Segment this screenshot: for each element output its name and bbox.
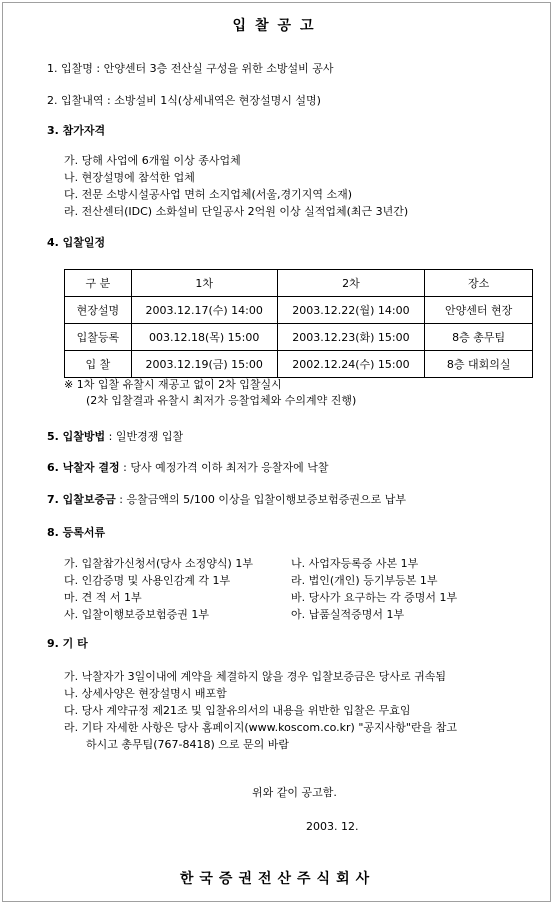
section-6-label: 낙찰자 결정 [62, 461, 120, 474]
notice-title: 입찰공고 [232, 18, 323, 34]
section-1 [47, 62, 333, 76]
section-1-text: : 안양센터 3층 전산실 구성을 위한 소방설비 공사 [92, 62, 334, 75]
document-item: 가. 입찰참가신청서(당사 소정양식) 1부 [64, 557, 253, 570]
section-7-text: : 응찰금액의 5/100 이상을 입찰이행보증보험증권으로 납부 [115, 493, 406, 506]
document-item: 사. 입찰이행보증보험증권 1부 [64, 608, 209, 621]
table-cell: 8층 총무팀 [425, 324, 533, 351]
section-3-heading: 3. 참가자격 [47, 124, 106, 137]
section-3-item: 나. 현장설명에 참석한 업체 [64, 171, 195, 184]
section-5-text: : 일반경쟁 입찰 [105, 430, 184, 443]
table-cell: 8층 대회의실 [425, 351, 533, 378]
section-1-number: 1. [47, 62, 61, 75]
table-header-row [65, 270, 533, 297]
document-item: 바. 당사가 요구하는 각 증명서 1부 [291, 591, 458, 604]
company-name: 한국증권전산주식회사 [179, 871, 376, 887]
section-7 [47, 493, 406, 507]
table-cell: 2003.12.23(화) 15:00 [277, 324, 425, 351]
document-item: 아. 납품실적증명서 1부 [291, 608, 405, 621]
table-cell: 2003.12.22(월) 14:00 [277, 297, 425, 324]
table-header-cell: 1차 [131, 270, 277, 297]
section-4-heading: 4. 입찰일정 [47, 236, 106, 249]
section-2 [47, 94, 321, 108]
section-7-number: 7. [47, 493, 63, 506]
table-cell: 2002.12.24(수) 15:00 [277, 351, 425, 378]
misc-item: 가. 낙찰자가 3일이내에 계약을 체결하지 않을 경우 입찰보증금은 당사로 귀속됨 [64, 670, 446, 683]
section-5-number: 5. [47, 430, 63, 443]
misc-item: 하시고 총무팀(767-8418) 으로 문의 바람 [86, 738, 290, 751]
table-header-cell: 구 분 [65, 270, 132, 297]
table-cell: 2003.12.17(수) 14:00 [131, 297, 277, 324]
section-7-label: 입찰보증금 [62, 493, 116, 506]
table-row [65, 297, 533, 324]
notice-date: 2003. 12. [306, 820, 359, 833]
section-6-number: 6. [47, 461, 63, 474]
table-cell: 2003.12.19(금) 15:00 [131, 351, 277, 378]
section-3-item: 다. 전문 소방시설공사업 면허 소지업체(서울,경기지역 소재) [64, 188, 353, 201]
misc-item: 라. 기타 자세한 사항은 당사 홈페이지(www.koscom.co.kr) "공지사항"란을 참고 [64, 721, 457, 734]
section-3-item: 라. 전산센터(IDC) 소화설비 단일공사 2억원 이상 실적업체(최근 3년간) [64, 205, 409, 218]
document-item: 다. 인감증명 및 사용인감계 각 1부 [64, 574, 231, 587]
section-2-label: 입찰내역 [61, 94, 104, 107]
table-row [65, 324, 533, 351]
closing-statement: 위와 같이 공고함. [252, 786, 337, 799]
table-cell: 003.12.18(목) 15:00 [131, 324, 277, 351]
section-1-label: 입찰명 [61, 62, 93, 75]
document-item: 나. 사업자등록증 사본 1부 [291, 557, 419, 570]
section-9-heading: 9. 기 타 [47, 637, 88, 650]
table-header-cell: 장소 [425, 270, 533, 297]
section-2-text: : 소방설비 1식(상세내역은 현장설명시 설명) [103, 94, 321, 107]
section-3-item: 가. 당해 사업에 6개월 이상 종사업체 [64, 154, 241, 167]
table-header-cell: 2차 [277, 270, 425, 297]
section-6-text: : 당사 예정가격 이하 최저가 응찰자에 낙찰 [119, 461, 329, 474]
schedule-table [64, 269, 533, 378]
table-cell: 안양센터 현장 [425, 297, 533, 324]
misc-item: 다. 당사 계약규정 제21조 및 입찰유의서의 내용을 위반한 입찰은 무효임 [64, 704, 411, 717]
table-cell: 입 찰 [65, 351, 132, 378]
table-cell: 입찰등록 [65, 324, 132, 351]
section-5 [47, 430, 183, 444]
schedule-note: ※ 1차 입찰 유찰시 재공고 없이 2차 입찰실시 [64, 378, 282, 391]
section-2-number: 2. [47, 94, 61, 107]
section-8-heading: 8. 등록서류 [47, 526, 106, 539]
misc-item: 나. 상세사양은 현장설명시 배포함 [64, 687, 227, 700]
section-5-label: 입찰방법 [62, 430, 106, 443]
document-item: 마. 견 적 서 1부 [64, 591, 142, 604]
document-item: 라. 법인(개인) 등기부등본 1부 [291, 574, 438, 587]
section-6 [47, 461, 328, 475]
table-cell: 현장설명 [65, 297, 132, 324]
schedule-note: (2차 입찰결과 유찰시 최저가 응찰업체와 수의계약 진행) [86, 394, 357, 407]
table-row [65, 351, 533, 378]
